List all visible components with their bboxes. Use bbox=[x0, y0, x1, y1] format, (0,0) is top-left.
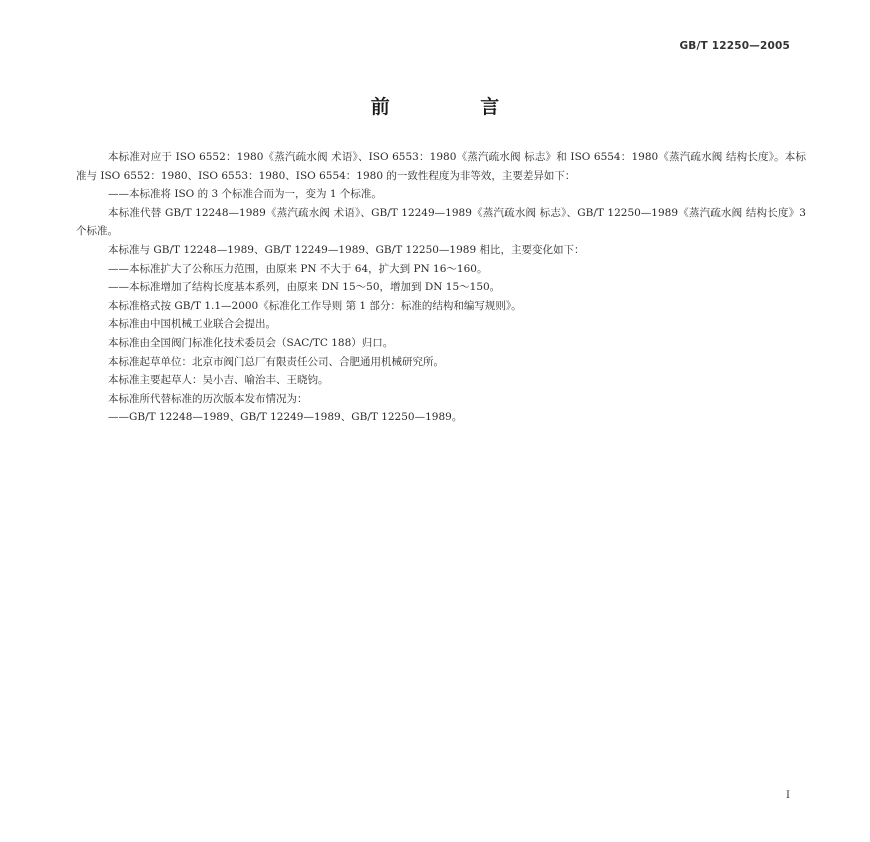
paragraph-difference-item: ——本标准将 ISO 的 3 个标准合而为一，变为 1 个标准。 bbox=[108, 188, 382, 201]
paragraph-history-item: ——GB/T 12248—1989、GB/T 12249—1989、GB/T 12250—1989。 bbox=[108, 411, 463, 424]
page-number: I bbox=[786, 790, 790, 801]
paragraph-drafting-units: 本标准起草单位：北京市阀门总厂有限责任公司、合肥通用机械研究所。 bbox=[108, 355, 444, 368]
paragraph-change-pressure: ——本标准扩大了公称压力范围，由原来 PN 不大于 64，扩大到 PN 16～160。 bbox=[108, 262, 488, 275]
paragraph-change-length: ——本标准增加了结构长度基本系列，由原来 DN 15～50，增加到 DN 15～150。 bbox=[108, 281, 501, 294]
page-title: 前 言 bbox=[370, 96, 542, 118]
paragraph-correspondence: 本标准对应于 ISO 6552：1980《蒸汽疏水阀 术语》、ISO 6553：1980《蒸汽疏水阀 标志》和 ISO 6554：1980《蒸汽疏水阀 结构长度》。本标准与 ISO 6552：1980、ISO 6553：1980、ISO 6554：1980 的一致性程度为非等效，主要差异如下： bbox=[76, 151, 806, 182]
paragraph-drafters: 本标准主要起草人：吴小吉、喻治丰、王晓钧。 bbox=[108, 374, 329, 387]
standard-number: GB/T 12250—2005 bbox=[679, 40, 790, 52]
paragraph-format: 本标准格式按 GB/T 1.1—2000《标准化工作导则 第 1 部分：标准的结构和编写规则》。 bbox=[108, 299, 522, 312]
paragraph-replaces: 本标准代替 GB/T 12248—1989《蒸汽疏水阀 术语》、GB/T 12249—1989《蒸汽疏水阀 标志》、GB/T 12250—1989《蒸汽疏水阀 结构长度》3 个标准。 bbox=[76, 206, 810, 238]
paragraph-changes-intro: 本标准与 GB/T 12248—1989、GB/T 12249—1989、GB/T 12250—1989 相比，主要变化如下： bbox=[108, 243, 585, 256]
paragraph-administrator: 本标准由全国阀门标准化技术委员会（SAC/TC 188）归口。 bbox=[108, 336, 394, 349]
paragraph-history-intro: 本标准所代替标准的历次版本发布情况为： bbox=[108, 392, 308, 405]
paragraph-proposer: 本标准由中国机械工业联合会提出。 bbox=[108, 318, 276, 331]
foreword-body bbox=[76, 148, 810, 427]
